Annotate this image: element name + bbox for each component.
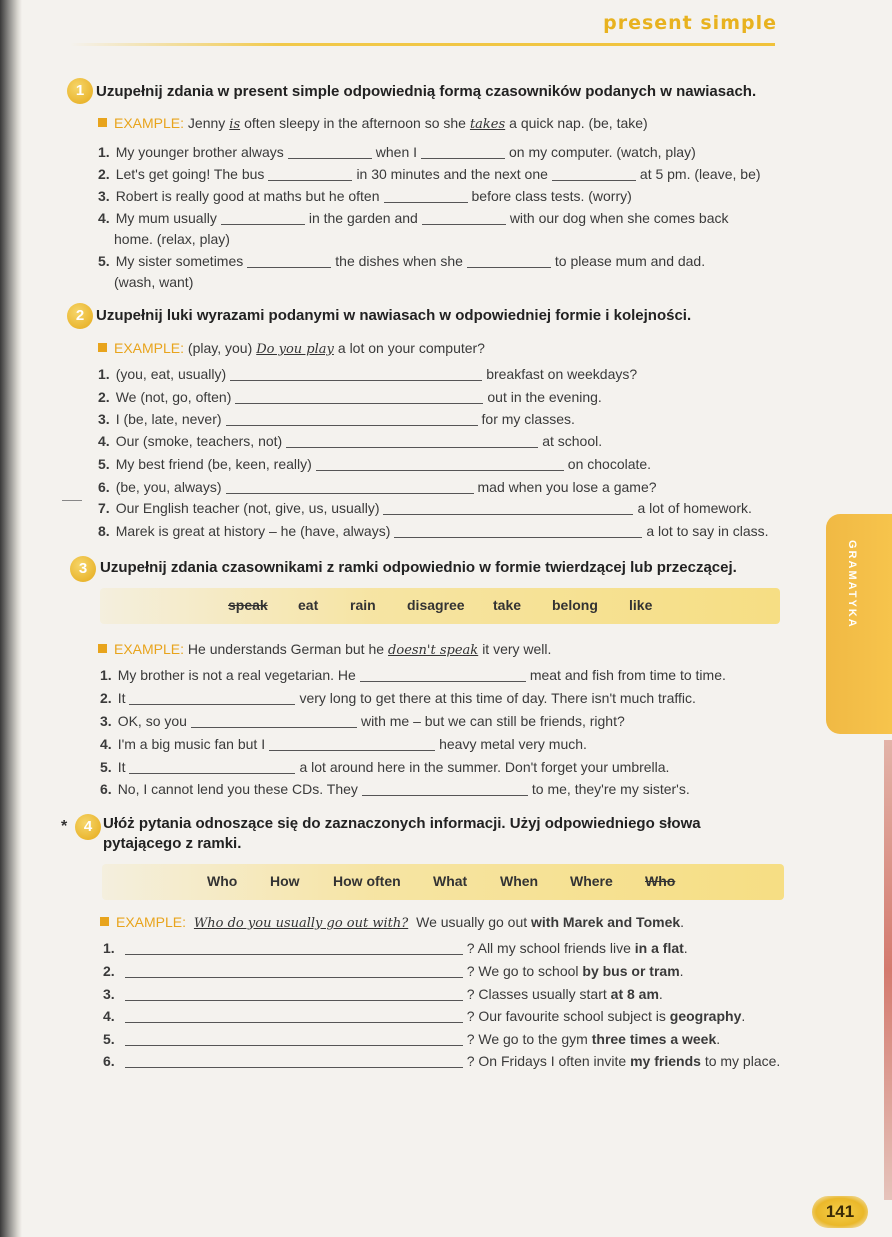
side-tab-label: GRAMATYKA [846,540,858,629]
exercise-2-item: 2. We (not, go, often) out in the evening. [98,389,602,405]
answer-blank[interactable] [125,1033,463,1046]
exercise-2-badge: 2 [67,303,93,329]
answer-blank[interactable] [221,212,305,225]
answer-blank[interactable] [125,942,463,955]
answer-blank[interactable] [247,255,331,268]
answer-blank[interactable] [383,502,633,515]
header-rule [70,43,775,46]
exercise-3-item: 3. OK, so you with me – but we can still be friends, right? [100,713,625,729]
answer-blank[interactable] [125,1010,463,1023]
exercise-3-item: 1. My brother is not a real vegetarian. He meat and fish from time to time. [100,667,726,683]
example-label: EXAMPLE: [114,115,185,131]
handwritten-answer: Who do you usually go out with? [193,916,409,931]
exercise-4-item: 3. ? Classes usually start at 8 am. [103,986,663,1002]
exercise-4-item: 4. ? Our favourite school subject is geography. [103,1008,746,1024]
answer-blank[interactable] [226,481,474,494]
answer-blank[interactable] [125,988,463,1001]
exercise-4-item: 6. ? On Fridays I often invite my friends to my place. [103,1053,781,1069]
word-box-item: What [433,873,468,889]
exercise-1-example: EXAMPLE: Jenny is often sleepy in the afternoon so she takes a quick nap. (be, take) [98,115,648,132]
exercise-1-instruction: Uzupełnij zdania w present simple odpowiednią formą czasowników podanych w nawiasach. [96,83,757,100]
exercise-1-item: 4. My mum usually in the garden and with our dog when she comes back [98,210,729,226]
answer-blank[interactable] [191,715,357,728]
grammar-side-tab [826,514,892,734]
word-box-item: take [493,597,522,613]
exercise-1-item-continued: (wash, want) [114,274,194,290]
word-box-item: Who [207,873,238,889]
exercise-3-item: 4. I'm a big music fan but I heavy metal very much. [100,736,587,752]
answer-blank[interactable] [467,255,551,268]
exercise-2-item: 7. Our English teacher (not, give, us, usually) a lot of homework. [98,500,752,516]
answer-blank[interactable] [288,146,372,159]
exercise-2-item: 3. I (be, late, never) for my classes. [98,411,575,427]
exercise-1-item: 1. My younger brother always when I on my computer. (watch, play) [98,144,696,160]
exercise-3-badge: 3 [70,556,96,582]
word-box-item: eat [298,597,319,613]
page-number: 141 [812,1196,868,1228]
exercise-4-badge: 4 [75,814,101,840]
exercise-2-item: 5. My best friend (be, keen, really) on chocolate. [98,456,652,472]
exercise-4-item: 1. ? All my school friends live in a flat. [103,940,688,956]
answer-blank[interactable] [421,146,505,159]
exercise-2-example: EXAMPLE: (play, you) Do you play a lot on your computer? [98,340,485,357]
example-bullet-icon [100,917,109,926]
exercise-2-item: 8. Marek is great at history – he (have, always) a lot to say in class. [98,523,769,539]
handwritten-answer: Do you play [256,342,334,357]
exercise-2-item: 6. (be, you, always) mad when you lose a game? [98,479,657,495]
exercise-3-word-box [100,588,780,624]
word-box-item: like [629,597,653,613]
answer-blank[interactable] [316,458,564,471]
exercise-2-instruction: Uzupełnij luki wyrazami podanymi w nawiasach w odpowiedniej formie i kolejności. [96,307,692,324]
margin-mark [62,500,82,501]
example-bullet-icon [98,118,107,127]
page-edge-decoration [884,740,892,1200]
word-box-item: disagree [407,597,465,613]
answer-blank[interactable] [230,368,482,381]
exercise-3-instruction: Uzupełnij zdania czasownikami z ramki odpowiednio w formie twierdzącej lub przeczącej. [100,559,737,576]
answer-blank[interactable] [268,168,352,181]
exercise-3-item: 6. No, I cannot lend you these CDs. They to me, they're my sister's. [100,781,690,797]
answer-blank[interactable] [226,413,478,426]
page-header-title: present simple [603,12,777,34]
exercise-2-item: 4. Our (smoke, teachers, not) at school. [98,433,603,449]
exercise-1-item: 5. My sister sometimes the dishes when she to please mum and dad. [98,253,706,269]
exercise-3-item: 2. It very long to get there at this time of day. There isn't much traffic. [100,690,696,706]
example-bullet-icon [98,644,107,653]
answer-blank[interactable] [125,965,463,978]
exercise-4-example: EXAMPLE: Who do you usually go out with? We usually go out with Marek and Tomek. [100,914,684,931]
exercise-3-example: EXAMPLE: He understands German but he doesn't speak it very well. [98,641,551,658]
answer-blank[interactable] [129,692,295,705]
answer-blank[interactable] [269,738,435,751]
exercise-4-instruction-continued: pytającego z ramki. [103,835,242,852]
answer-blank[interactable] [235,391,483,404]
answer-blank[interactable] [384,190,468,203]
answer-blank[interactable] [125,1055,463,1068]
exercise-1-item: 3. Robert is really good at maths but he often before class tests. (worry) [98,188,632,204]
handwritten-answer: doesn't speak [388,643,479,658]
exercise-4-word-box [102,864,784,900]
exercise-4-item: 2. ? We go to school by bus or tram. [103,963,684,979]
exercise-3-item: 5. It a lot around here in the summer. Don't forget your umbrella. [100,759,670,775]
answer-blank[interactable] [422,212,506,225]
exercise-4-instruction: Ułóż pytania odnoszące się do zaznaczonych informacji. Użyj odpowiedniego słowa [103,815,701,832]
answer-blank[interactable] [286,435,538,448]
answer-blank[interactable] [360,669,526,682]
example-bullet-icon [98,343,107,352]
answer-blank[interactable] [552,168,636,181]
exercise-1-item: 2. Let's get going! The bus in 30 minutes and the next one at 5 pm. (leave, be) [98,166,761,182]
answer-blank[interactable] [394,525,642,538]
exercise-1-item-continued: home. (relax, play) [114,231,230,247]
exercise-2-item: 1. (you, eat, usually) breakfast on weekdays? [98,366,638,382]
exercise-4-item: 5. ? We go to the gym three times a week. [103,1031,721,1047]
word-box-item: Who [645,873,676,889]
exercise-1-badge: 1 [67,78,93,104]
word-box-item: Where [570,873,613,889]
handwritten-answer: is [229,117,241,132]
answer-blank[interactable] [362,783,528,796]
word-box-item: When [500,873,539,889]
word-box-item: belong [552,597,598,613]
binding-shadow [0,0,22,1237]
answer-blank[interactable] [129,761,295,774]
exercise-4-star: * [61,818,68,835]
word-box-item: rain [350,597,376,613]
handwritten-answer: takes [469,117,506,132]
word-box-item: How [270,873,300,889]
word-box-item: How often [333,873,401,889]
word-box-item: speak [228,597,268,613]
